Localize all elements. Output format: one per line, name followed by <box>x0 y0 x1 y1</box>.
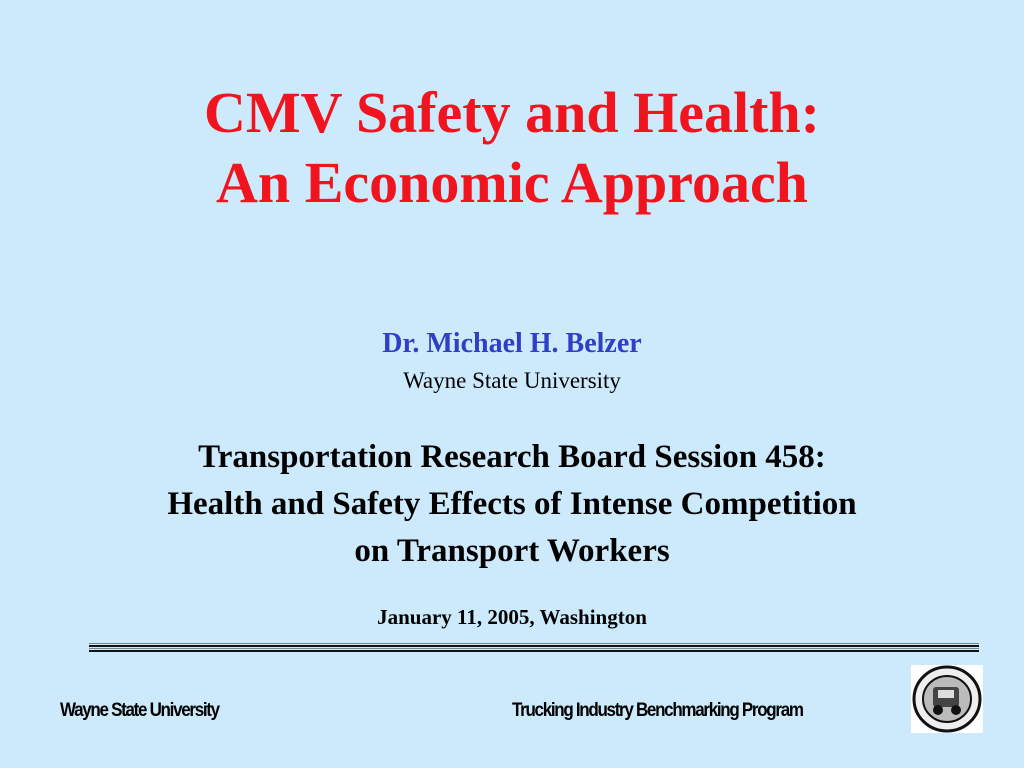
date-location: January 11, 2005, Washington <box>377 605 647 629</box>
footer-right-label: Trucking Industry Benchmarking Program <box>512 698 803 721</box>
session-line-2: Health and Safety Effects of Intense Competition <box>167 486 857 522</box>
title-line-1: CMV Safety and Health: <box>204 80 820 145</box>
author-affiliation: Wayne State University <box>403 368 621 393</box>
session-title <box>0 434 1024 575</box>
title-line-2: An Economic Approach <box>216 150 808 215</box>
session-line-1: Transportation Research Board Session 458: <box>198 439 826 475</box>
program-logo <box>911 665 983 733</box>
divider-rule <box>89 643 979 653</box>
footer-left-label: Wayne State University <box>60 698 219 721</box>
slide-title <box>0 78 1024 218</box>
session-line-3: on Transport Workers <box>354 533 670 569</box>
author-name: Dr. Michael H. Belzer <box>382 328 642 359</box>
